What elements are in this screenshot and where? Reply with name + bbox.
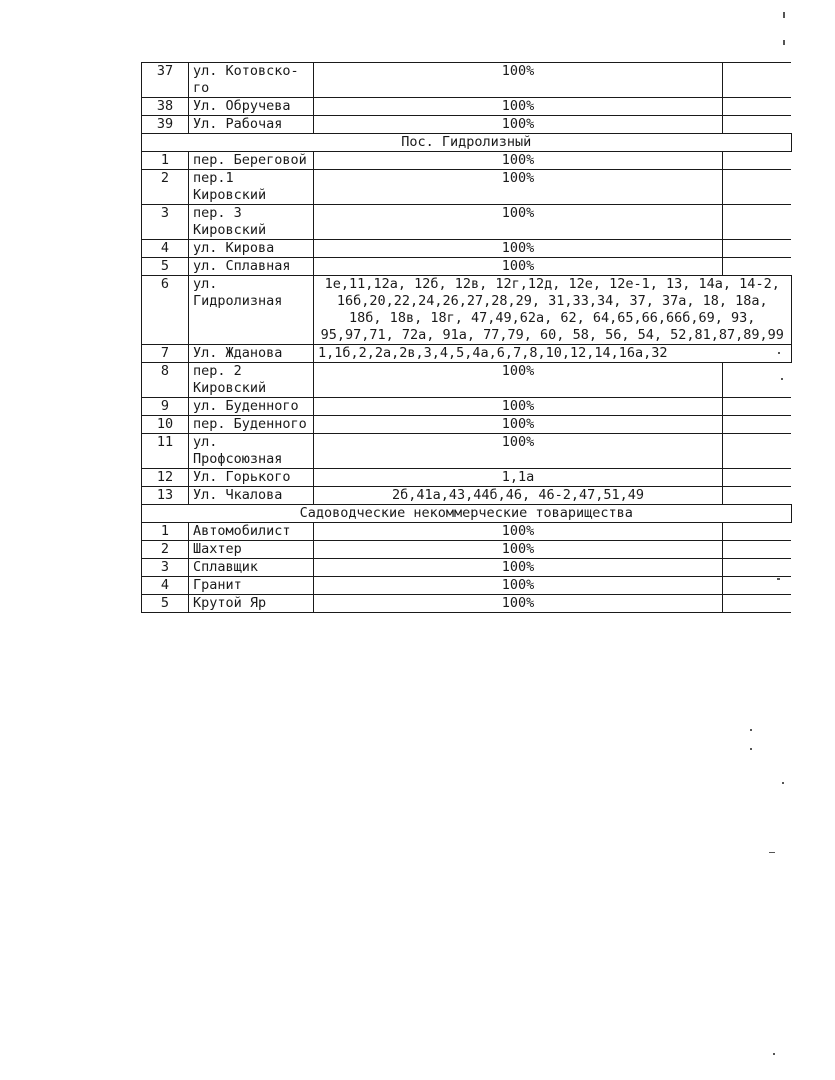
row-number: 3 — [142, 205, 189, 240]
scan-speck — [781, 378, 783, 380]
table-row — [142, 523, 792, 541]
row-number: 1 — [142, 523, 189, 541]
row-number: 39 — [142, 116, 189, 134]
street-name: Ул. Горького — [189, 469, 314, 487]
street-name: пер. 3 Кировский — [189, 205, 314, 240]
house-numbers: 100% — [314, 416, 723, 434]
row-number: 2 — [142, 541, 189, 559]
empty-cell — [723, 398, 792, 416]
house-numbers: 100% — [314, 559, 723, 577]
table-row — [142, 205, 792, 240]
house-numbers: 100% — [314, 205, 723, 240]
row-number: 2 — [142, 170, 189, 205]
table-row — [142, 541, 792, 559]
empty-cell — [723, 363, 792, 398]
street-name: Сплавщик — [189, 559, 314, 577]
empty-cell — [723, 205, 792, 240]
address-table — [141, 62, 792, 613]
scan-speck — [773, 1053, 775, 1055]
row-number: 7 — [142, 345, 189, 363]
house-numbers: 100% — [314, 116, 723, 134]
section-title: Садоводческие некоммерческие товарищества — [142, 505, 792, 523]
table-row — [142, 595, 792, 613]
empty-cell — [723, 577, 792, 595]
empty-cell — [723, 487, 792, 505]
table-row — [142, 577, 792, 595]
row-number: 6 — [142, 276, 189, 345]
row-number: 13 — [142, 487, 189, 505]
house-numbers: 1е,11,12а, 12б, 12в, 12г,12д, 12е, 12е-1, 13, 14а, 14-2, 16б,20,22,24,26,27,28,29, 31,33,34, 37, 37а, 18, 18а, 18б, 18в, 18г, 47,49,62а, 62, 64,65,66,66б,69, 93, 95,97,71, 72а, 91а, 77,79, 60, 58, 56, 54, 52,81,87,89,99 — [314, 276, 792, 345]
house-numbers: 100% — [314, 541, 723, 559]
table-row — [142, 434, 792, 469]
house-numbers: 100% — [314, 595, 723, 613]
scan-speck — [782, 782, 784, 784]
empty-cell — [723, 258, 792, 276]
row-number: 12 — [142, 469, 189, 487]
section-title: Пос. Гидролизный — [142, 134, 792, 152]
house-numbers: 100% — [314, 152, 723, 170]
street-name: ул. Котовско-го — [189, 63, 314, 98]
empty-cell — [723, 595, 792, 613]
table-row — [142, 240, 792, 258]
street-name: пер. 2 Кировский — [189, 363, 314, 398]
scan-speck — [783, 12, 785, 18]
row-number: 9 — [142, 398, 189, 416]
scan-speck — [778, 352, 780, 354]
street-name: Ул. Обручева — [189, 98, 314, 116]
empty-cell — [723, 240, 792, 258]
table-row — [142, 258, 792, 276]
street-name: Ул. Рабочая — [189, 116, 314, 134]
street-name: ул. Гидролизная — [189, 276, 314, 345]
row-number: 1 — [142, 152, 189, 170]
empty-cell — [723, 152, 792, 170]
scan-speck — [750, 748, 752, 750]
empty-cell — [723, 98, 792, 116]
table-row — [142, 152, 792, 170]
street-name: ул. Буденного — [189, 398, 314, 416]
empty-cell — [723, 416, 792, 434]
street-name: Ул. Жданова — [189, 345, 314, 363]
row-number: 5 — [142, 258, 189, 276]
empty-cell — [723, 541, 792, 559]
empty-cell — [723, 559, 792, 577]
house-numbers: 100% — [314, 258, 723, 276]
street-name: пер. Буденного — [189, 416, 314, 434]
table-row — [142, 398, 792, 416]
empty-cell — [723, 434, 792, 469]
house-numbers: 100% — [314, 98, 723, 116]
row-number: 8 — [142, 363, 189, 398]
street-name: Шахтер — [189, 541, 314, 559]
row-number: 11 — [142, 434, 189, 469]
street-name: Ул. Чкалова — [189, 487, 314, 505]
street-name: пер. Береговой — [189, 152, 314, 170]
row-number: 3 — [142, 559, 189, 577]
street-name: Крутой Яр — [189, 595, 314, 613]
row-number: 37 — [142, 63, 189, 98]
table-row — [142, 345, 792, 363]
house-numbers: 100% — [314, 523, 723, 541]
house-numbers: 100% — [314, 577, 723, 595]
table-row — [142, 487, 792, 505]
house-numbers: 100% — [314, 434, 723, 469]
empty-cell — [723, 469, 792, 487]
empty-cell — [723, 116, 792, 134]
row-number: 10 — [142, 416, 189, 434]
street-name: ул. Кирова — [189, 240, 314, 258]
address-table-sheet — [141, 62, 792, 613]
empty-cell — [723, 63, 792, 98]
table-row — [142, 98, 792, 116]
table-row — [142, 363, 792, 398]
street-name: ул. Сплавная — [189, 258, 314, 276]
street-name: ул. Профсоюзная — [189, 434, 314, 469]
table-row — [142, 276, 792, 345]
house-numbers: 2б,41а,43,44б,46, 46-2,47,51,49 — [314, 487, 723, 505]
section-header-row — [142, 134, 792, 152]
house-numbers: 100% — [314, 170, 723, 205]
row-number: 38 — [142, 98, 189, 116]
table-row — [142, 116, 792, 134]
table-row — [142, 170, 792, 205]
empty-cell — [723, 523, 792, 541]
scan-speck — [750, 729, 752, 731]
table-row — [142, 469, 792, 487]
row-number: 5 — [142, 595, 189, 613]
house-numbers: 100% — [314, 63, 723, 98]
table-row — [142, 416, 792, 434]
house-numbers: 100% — [314, 240, 723, 258]
scan-speck — [777, 578, 780, 580]
row-number: 4 — [142, 240, 189, 258]
street-name: Гранит — [189, 577, 314, 595]
house-numbers: 1,1а — [314, 469, 723, 487]
empty-cell — [723, 170, 792, 205]
section-header-row — [142, 505, 792, 523]
table-row — [142, 559, 792, 577]
row-number: 4 — [142, 577, 189, 595]
street-name: пер.1 Кировский — [189, 170, 314, 205]
house-numbers: 1,1б,2,2а,2в,3,4,5,4а,6,7,8,10,12,14,16а,32 — [314, 345, 792, 363]
house-numbers: 100% — [314, 363, 723, 398]
scan-speck — [783, 40, 785, 45]
table-row — [142, 63, 792, 98]
street-name: Автомобилист — [189, 523, 314, 541]
house-numbers: 100% — [314, 398, 723, 416]
scan-speck — [769, 852, 775, 853]
